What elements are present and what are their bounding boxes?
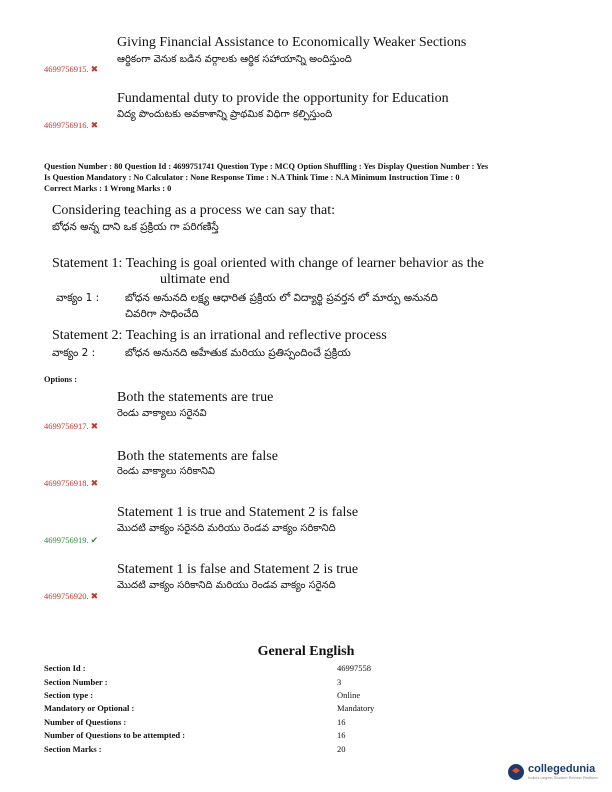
- statement-2-text: Statement 2: Teaching is an irrational and reflective process: [52, 328, 387, 343]
- option-1-text: Both the statements are true: [117, 390, 274, 405]
- logo-emblem-icon: [508, 764, 524, 780]
- statement-1-text-cont: ultimate end: [160, 272, 230, 287]
- section-attempted-label: Number of Questions to be attempted :: [44, 730, 186, 740]
- wrong-mark-icon: ✖: [90, 64, 99, 74]
- section-id-label: Section Id :: [44, 663, 86, 673]
- option-2-text: Both the statements are false: [117, 449, 278, 464]
- statement-1-text: Statement 1: Teaching is goal oriented with change of learner behavior as the: [52, 256, 484, 271]
- section-mandatory-value: Mandatory: [337, 703, 375, 713]
- section-id-value: 46997558: [337, 663, 371, 673]
- prev-option-1-telugu: ఆర్థికంగా వెనుక బడిన వర్గాలకు ఆర్థిక సహాయాన్ని అందిస్తుంది: [117, 54, 352, 65]
- statement-2-telugu: బోధన అనునది అహేతుక మరియు ప్రతిస్పందించే ప్రక్రియ: [125, 347, 351, 359]
- wrong-mark-icon: ✖: [90, 591, 99, 601]
- wrong-mark-icon: ✖: [90, 478, 99, 488]
- question-meta-line-2: Is Question Mandatory : No Calculator : None Response Time : N.A Think Time : N.A Minimum Instruction Time : 0: [44, 173, 460, 182]
- section-number-value: 3: [337, 677, 342, 687]
- prev-option-2-id: 4699756916. ✖: [44, 120, 99, 130]
- section-mandatory-label: Mandatory or Optional :: [44, 703, 135, 713]
- section-marks-label: Section Marks :: [44, 744, 102, 754]
- option-4-text: Statement 1 is false and Statement 2 is true: [117, 562, 359, 577]
- statement-1-telugu-cont: చివరిగా సాధించేది: [125, 308, 199, 320]
- option-3-text: Statement 1 is true and Statement 2 is false: [117, 505, 359, 520]
- option-3-telugu: మొదటి వాక్యం సరైనది మరియు రెండవ వాక్యం సరికానిది: [117, 523, 336, 534]
- option-1-id: 4699756917. ✖: [44, 421, 99, 431]
- section-questions-label: Number of Questions :: [44, 717, 127, 727]
- prev-option-1-text: Giving Financial Assistance to Economically Weaker Sections: [117, 35, 467, 50]
- question-meta-line-3: Correct Marks : 1 Wrong Marks : 0: [44, 184, 172, 193]
- wrong-mark-icon: ✖: [90, 120, 99, 130]
- question-meta-line-1: Question Number : 80 Question Id : 4699751741 Question Type : MCQ Option Shuffling : Yes Display Question Number : Yes: [44, 162, 489, 171]
- correct-mark-icon: ✔: [90, 535, 99, 545]
- collegedunia-logo: [508, 763, 598, 780]
- wrong-mark-icon: ✖: [90, 421, 99, 431]
- section-marks-value: 20: [337, 744, 346, 754]
- question-intro-telugu: బోధన అన్న దాని ఒక ప్రక్రియ గా పరిగణిస్తే: [52, 221, 219, 233]
- logo-text: collegedunia: [528, 763, 596, 775]
- section-title: General English: [257, 644, 355, 659]
- logo-tagline: India's largest Student Review Platform: [528, 775, 598, 780]
- statement-1-telugu: బోధన అనునది లక్ష్య ఆధారిత ప్రక్రియ లో విద్యార్థి ప్రవర్తన లో మార్పు అనునది: [125, 292, 438, 304]
- section-type-label: Section type :: [44, 690, 94, 700]
- question-intro: Considering teaching as a process we can say that:: [52, 203, 336, 218]
- section-attempted-value: 16: [337, 730, 346, 740]
- option-4-telugu: మొదటి వాక్యం సరికానిది మరియు రెండవ వాక్యం సరైనది: [117, 580, 336, 591]
- option-4-id: 4699756920. ✖: [44, 591, 99, 601]
- prev-option-1-id: 4699756915. ✖: [44, 64, 99, 74]
- section-number-label: Section Number :: [44, 677, 108, 687]
- statement-1-telugu-label: వాక్యం 1 :: [56, 292, 100, 304]
- options-label: Options :: [44, 375, 77, 384]
- option-1-telugu: రెండు వాక్యాలు సరైనవి: [117, 408, 207, 419]
- section-type-value: Online: [337, 690, 361, 700]
- option-2-id: 4699756918. ✖: [44, 478, 99, 488]
- section-questions-value: 16: [337, 717, 346, 727]
- statement-2-telugu-label: వాక్యం 2 :: [52, 347, 96, 359]
- option-3-id: 4699756919. ✔: [44, 535, 99, 545]
- option-2-telugu: రెండు వాక్యాలు సరికానివి: [117, 466, 216, 477]
- prev-option-2-text: Fundamental duty to provide the opportunity for Education: [117, 91, 449, 106]
- prev-option-2-telugu: విద్య పొందుటకు అవకాశాన్ని ప్రాథమిక విధిగా కల్పిస్తుంది: [117, 109, 333, 120]
